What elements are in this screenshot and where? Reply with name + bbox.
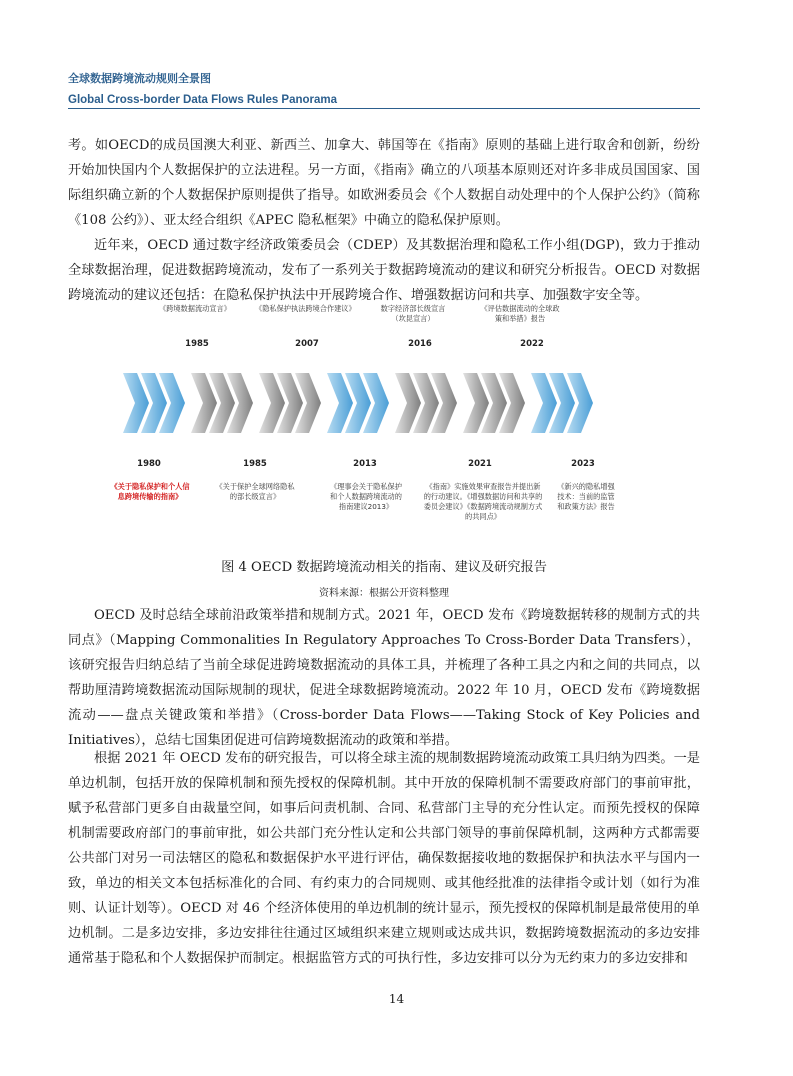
chevron-group-gray-1 (191, 373, 253, 433)
chevron-group-gray-2 (259, 373, 321, 433)
timeline-bottom-year: 2013 (353, 459, 377, 469)
timeline-bottom-year: 1980 (137, 459, 161, 469)
paragraph-4: 根据 2021 年 OECD 发布的研究报告，可以将全球主流的规制数据跨境流动政策工具归纳为四类。一是单边机制，包括开放的保障机制和预先授权的保障机制。其中开放的保障机制不需要政府部门的事前审批，赋予私营部门更多自由裁量空间，如事后问责机制、合同、私营部门主导的充分性认定。而预先授权的保障机制需要政府部门的事前审批，如公共部门充分性认定和公共部门领导的事前保障机制，这两种方式都需要公共部门对另一司法辖区的隐私和数据保护水平进行评估，确保数据接收地的数据保护和执法水平与国内一致，单边的相关文本包括标准化的合同、有约束力的合同规则、或其他经批准的法律指令或计划（如行为准则、认证计划等）。OECD 对 46 个经济体使用的单边机制的统计显示，预先授权的保障机制是最常使用的单边机制。二是多边安排，多边安排往往通过区域组织来建立规则或达成共识，数据跨境数据流动的多边安排通常基于隐私和个人数据保护而制定。根据监管方式的可执行性，多边安排可以分为无约束力的多边安排和 (68, 751, 700, 966)
timeline-chevron-band (115, 368, 615, 438)
paragraph-2: 近年来，OECD 通过数字经济政策委员会（CDEP）及其数据治理和隐私工作小组(DGP)，致力于推动全球数据治理，促进数据跨境流动，发布了一系列关于数据跨境流动的建议和研究分析报告。OECD 对数据跨境流动的建议还包括：在隐私保护执法中开展跨境合作、增强数据访问和共享、加强数字安全等。 (68, 238, 700, 303)
chevron-group-blue-3 (531, 373, 593, 433)
timeline-bottom-label: 《指南》实施效果审查报告并提出新的行动建议。《增强数据访问和共享的委员会建议》《数据跨境流动规制方式的共同点》 (423, 482, 543, 521)
paragraph-3: OECD 及时总结全球前沿政策举措和规制方式。2021 年，OECD 发布《跨境数据转移的规制方式的共同点》（Mapping Commonalities In Regulatory Approaches To Cross-Border Data Transfers），该研究报告归纳总结了当前全球促进跨境数据流动的具体工具，并梳理了各种工具之内和之间的共同点，以帮助厘清跨境数据流动国际规制的现状，促进全球数据跨境流动。2022 年 10 月，OECD 发布《跨境数据流动——盘点关键政策和举措》（Cross-border Data Flows——Taking Stock of Key Policies and Initiatives），总结七国集团促进可信跨境数据流动的政策和举措。 (68, 608, 700, 748)
page-number: 14 (388, 992, 405, 1006)
header-title-en: Global Cross-border Data Flows Rules Panorama (68, 94, 338, 106)
timeline-bottom-year: 2021 (468, 459, 492, 469)
timeline-bottom-label-highlight: 《关于隐私保护和个人信息跨境传输的指南》 (110, 482, 190, 501)
timeline-bottom-year: 2023 (571, 459, 595, 469)
chevron-group-gray-3 (395, 373, 457, 433)
timeline-bottom-label: 《新兴的隐私增强技术：当前的监管和政策方法》报告 (557, 482, 615, 511)
timeline-figure (110, 302, 620, 534)
timeline-top-label: 《评估数据流动的全球政策和举措》报告 (480, 304, 560, 323)
timeline-bottom-year: 1985 (243, 459, 267, 469)
chevron-group-blue-2 (327, 373, 389, 433)
timeline-top-label: 《隐私保护执法跨境合作建议》 (255, 304, 356, 313)
timeline-bottom-label: 《理事会关于隐私保护和个人数据跨境流动的指南建议2013》 (330, 482, 402, 511)
timeline-top-year: 2016 (408, 339, 432, 349)
timeline-bottom-label: 《关于保护全球网络隐私的部长级宣言》 (215, 482, 295, 501)
timeline-top-year: 2022 (520, 339, 544, 349)
timeline-top-year: 1985 (185, 339, 209, 349)
header-title-cn: 全球数据跨境流动规则全景图 (68, 72, 211, 85)
chevron-group-gray-4 (463, 373, 525, 433)
figure-caption: 图 4 OECD 数据跨境流动相关的指南、建议及研究报告 (221, 560, 547, 575)
paragraph-1: 考。如OECD的成员国澳大利亚、新西兰、加拿大、韩国等在《指南》原则的基础上进行取舍和创新，纷纷开始加快国内个人数据保护的立法进程。另一方面，《指南》确立的八项基本原则还对许多非成员国国家、国际组织确立新的个人数据保护原则提供了指导。如欧洲委员会《个人数据自动处理中的个人保护公约》（简称《108 公约》）、亚太经合组织《APEC 隐私框架》中确立的隐私保护原则。 (68, 138, 700, 228)
header-rule (68, 108, 700, 109)
chevron-group-blue-1 (123, 373, 185, 433)
running-header (68, 70, 700, 106)
timeline-top-year: 2007 (295, 339, 319, 349)
figure-source: 资料来源：根据公开资料整理 (319, 588, 449, 599)
timeline-top-label: 数字经济部长级宣言（坎昆宣言） (380, 304, 446, 323)
timeline-top-label: 《跨境数据流动宣言》 (159, 304, 231, 313)
